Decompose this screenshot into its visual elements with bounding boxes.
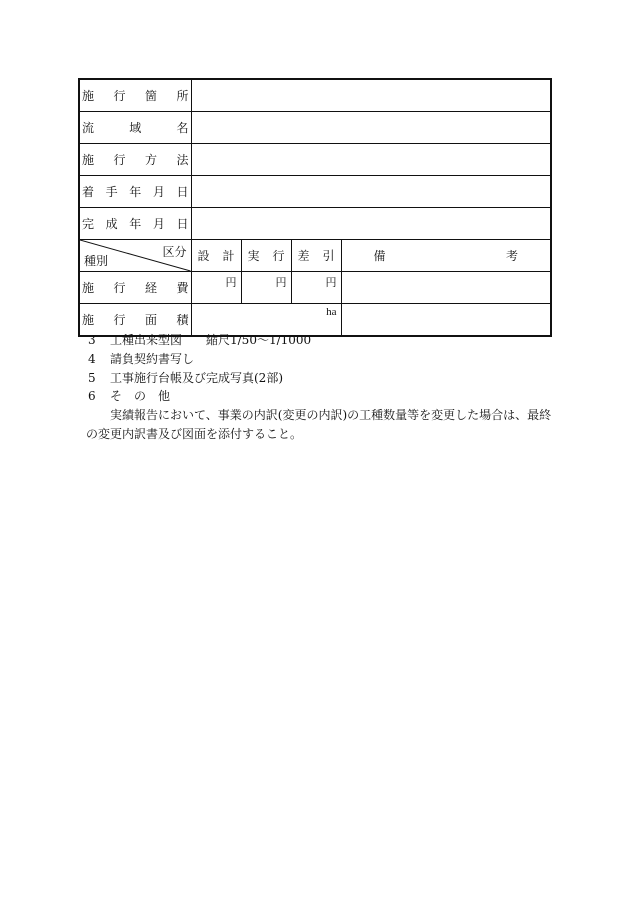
area-label: 施 行 面 積	[79, 304, 191, 337]
list-item: 6 そ の 他	[88, 389, 171, 404]
table-row	[79, 272, 551, 304]
instruction-paragraph: 実績報告において、事業の内訳(変更の内訳)の工種数量等を変更した場合は、最終 の変更内訳書及び図面を添付すること。	[86, 408, 552, 441]
method-value[interactable]	[191, 144, 551, 176]
category-label: 区分	[162, 245, 187, 259]
location-label: 施 行 箇 所	[79, 79, 191, 112]
basin-name-label: 流 域 名	[79, 112, 191, 144]
yen-unit: 円	[225, 276, 237, 289]
table-row	[79, 208, 551, 240]
table-row	[79, 176, 551, 208]
completion-date-label: 完 成 年 月 日	[79, 208, 191, 240]
type-label: 種別	[84, 254, 109, 268]
design-header: 設 計	[191, 240, 241, 272]
attachment-list	[88, 331, 558, 444]
difference-header: 差 引	[291, 240, 341, 272]
start-date-value[interactable]	[191, 176, 551, 208]
method-label: 施 行 方 法	[79, 144, 191, 176]
location-value[interactable]	[191, 79, 551, 112]
start-date-label: 着 手 年 月 日	[79, 176, 191, 208]
cost-label: 施 行 経 費	[79, 272, 191, 304]
cost-remarks-cell[interactable]	[341, 272, 551, 304]
report-form-table	[78, 78, 552, 337]
yen-unit: 円	[325, 276, 337, 289]
actual-cost-cell[interactable]	[241, 272, 291, 304]
actual-header: 実 行	[241, 240, 291, 272]
completion-date-value[interactable]	[191, 208, 551, 240]
basin-name-value[interactable]	[191, 112, 551, 144]
list-item: 3 工種出来型図 縮尺1/50〜1/1000	[88, 333, 312, 347]
remarks-header: 備 考	[341, 240, 551, 272]
table-header-row	[79, 240, 551, 272]
table-row	[79, 79, 551, 112]
difference-cost-cell[interactable]	[291, 272, 341, 304]
ha-unit: ha	[326, 306, 337, 318]
yen-unit: 円	[275, 276, 287, 289]
table-row	[79, 112, 551, 144]
diagonal-header-cell	[79, 240, 191, 272]
list-item: 4 請負契約書写し	[88, 351, 195, 366]
design-cost-cell[interactable]	[191, 272, 241, 304]
list-item: 5 工事施行台帳及び完成写真(2部)	[88, 370, 283, 385]
table-row	[79, 144, 551, 176]
